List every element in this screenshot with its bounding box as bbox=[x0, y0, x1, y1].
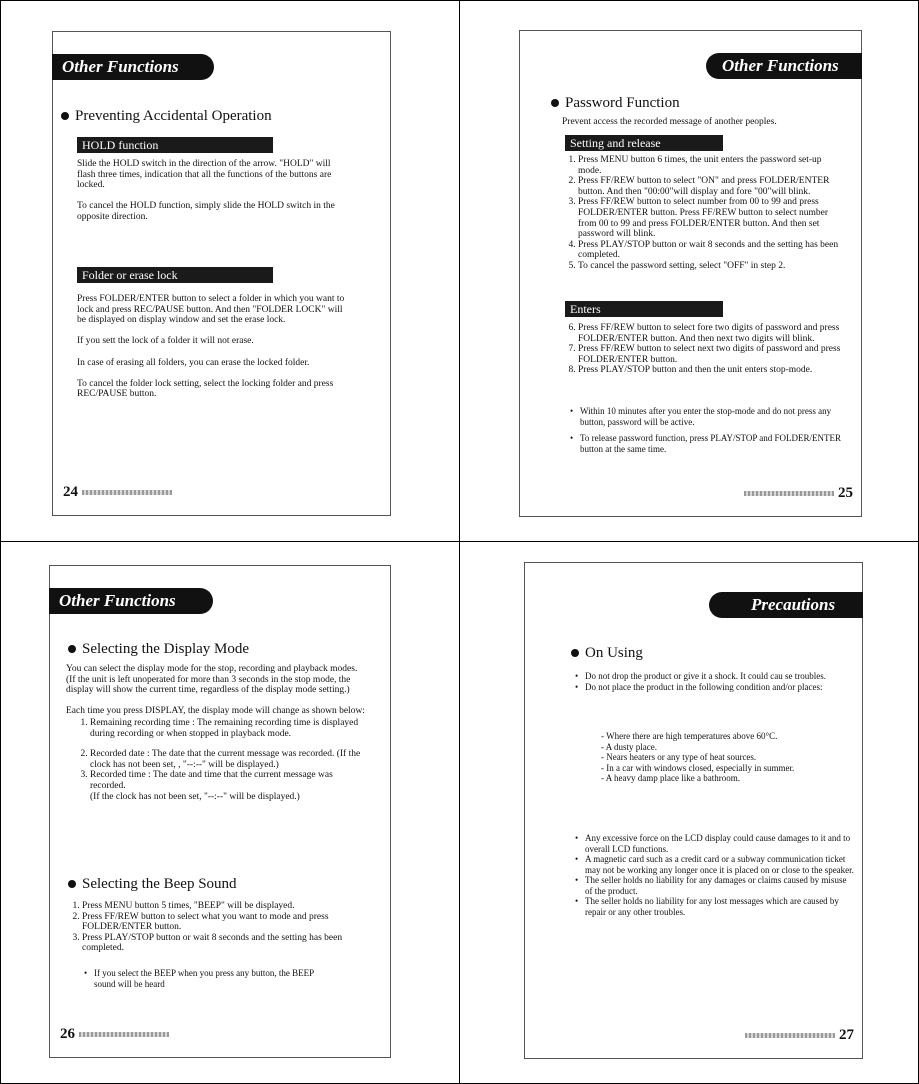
display-mode-text bbox=[66, 664, 366, 802]
page-number-27: 27 bbox=[745, 1027, 854, 1044]
setting-steps bbox=[562, 155, 847, 272]
page-25 bbox=[519, 30, 862, 517]
heading-preventing-accidental-operation: Preventing Accidental Operation bbox=[61, 108, 272, 125]
page-number-24: 24 bbox=[63, 484, 172, 501]
bullet-dot-icon bbox=[571, 649, 579, 657]
beep-steps-list bbox=[66, 901, 361, 954]
quadrant-page-26 bbox=[0, 541, 460, 1084]
condition-3: - Nears heaters or any type of heat sources. bbox=[601, 752, 757, 762]
password-note-2: • To release password function, press PLAY/STOP and FOLDER/ENTER button at the same time. bbox=[574, 433, 849, 455]
bar-setting-release: Setting and release bbox=[565, 135, 723, 151]
bar-folder-erase-lock: Folder or erase lock bbox=[77, 267, 273, 283]
display-mode-2: 2. Recorded date : The date that the current message was recorded. (If the clock has not been set, , "--:--" will be displayed.) bbox=[90, 749, 366, 770]
beep-note-list bbox=[78, 968, 328, 989]
page-27 bbox=[524, 562, 863, 1059]
lock-text bbox=[77, 294, 349, 411]
password-intro: Prevent access the recorded message of another peoples. bbox=[562, 117, 777, 127]
quadrant-page-27 bbox=[459, 541, 919, 1084]
on-using-bullet-1: • Do not drop the product or give it a shock. It could cau se troubles. bbox=[579, 671, 849, 682]
bullet-dot-icon bbox=[61, 112, 69, 120]
bar-hold-function: HOLD function bbox=[77, 137, 273, 153]
page-26 bbox=[49, 565, 391, 1058]
footer-grey-bar bbox=[744, 491, 834, 496]
on-using-list-1 bbox=[569, 671, 849, 692]
enter-step-7: 7. Press FF/REW button to select next two digits of password and press FOLDER/ENTER button. bbox=[578, 344, 847, 365]
footer-grey-bar bbox=[82, 490, 172, 495]
hold-paragraph-2: To cancel the HOLD function, simply slide the HOLD switch in the opposite direction. bbox=[77, 201, 335, 222]
conditions-list bbox=[581, 731, 841, 784]
on-using-text-1 bbox=[569, 671, 849, 692]
quadrant-page-24 bbox=[0, 0, 460, 542]
lock-paragraph-4: To cancel the folder lock setting, select the locking folder and press REC/PAUSE button. bbox=[77, 378, 334, 400]
on-using-bullet-6: • The seller holds no liability for any lost messages which are caused by repair or any other troubles. bbox=[579, 896, 854, 917]
beep-steps bbox=[66, 901, 361, 954]
on-using-bullet-5: • The seller holds no liability for any damages or claims caused by misuse of the product. bbox=[579, 875, 854, 896]
display-mode-3: 3. Recorded time : The date and time that the current message was recorded. (If the clock has not been set, "--:--" will be displayed.) bbox=[90, 770, 366, 802]
hold-text bbox=[77, 159, 349, 233]
password-notes bbox=[564, 406, 849, 460]
display-mode-paragraph-2: Each time you press DISPLAY, the display mode will change as shown below: bbox=[66, 706, 365, 717]
beep-note-item: • If you select the BEEP when you press any button, the BEEP sound will be heard bbox=[88, 968, 328, 989]
page-number-25: 25 bbox=[744, 485, 853, 502]
section-tab: Other Functions bbox=[52, 54, 214, 80]
condition-5: - A heavy damp place like a bathroom. bbox=[601, 773, 740, 783]
condition-2: - A dusty place. bbox=[601, 741, 657, 752]
section-tab: Other Functions bbox=[49, 588, 213, 614]
bullet-dot-icon bbox=[551, 99, 559, 107]
on-using-bullet-3: • Any excessive force on the LCD display could cause damages to it and to overall LCD functions. bbox=[579, 833, 854, 854]
on-using-bullet-4: • A magnetic card such as a credit card or a subway communication ticket may not be working any longer once it is placed on or close to the speaker. bbox=[579, 854, 854, 875]
on-using-list-2 bbox=[569, 833, 854, 917]
bullet-dot-icon bbox=[68, 880, 76, 888]
display-mode-list bbox=[66, 718, 366, 802]
enter-steps bbox=[562, 323, 847, 376]
setting-step-2: 2. Press FF/REW button to select "ON" and press FOLDER/ENTER button. And then "00:00"will display and fore "00"will blink. bbox=[578, 176, 847, 197]
setting-step-4: 4. Press PLAY/STOP button or wait 8 seconds and the setting has been completed. bbox=[578, 240, 847, 261]
enter-steps-list bbox=[562, 323, 847, 376]
display-mode-paragraph-1: You can select the display mode for the stop, recording and playback modes. (If the unit is left unoperated for more than 3 seconds in the stop mode, the display will show the current time, regardless of the display mode setting.) bbox=[66, 664, 358, 696]
setting-step-1: 1. Press MENU button 6 times, the unit enters the password set-up mode. bbox=[578, 155, 847, 176]
beep-step-2: 2. Press FF/REW button to select what you want to mode and press FOLDER/ENTER button. bbox=[82, 912, 361, 933]
heading-selecting-display-mode: Selecting the Display Mode bbox=[68, 641, 249, 658]
setting-step-5: 5. To cancel the password setting, select "OFF" in step 2. bbox=[578, 261, 847, 272]
on-using-text-2 bbox=[569, 833, 854, 917]
hold-paragraph-1: Slide the HOLD switch in the direction of the arrow. "HOLD" will flash three times, indication that all the functions of the buttons are locked. bbox=[77, 159, 332, 191]
password-notes-list bbox=[564, 406, 849, 455]
password-note-1: • Within 10 minutes after you enter the stop-mode and do not press any button, password will be active. bbox=[574, 406, 849, 428]
on-using-bullet-2: • Do not place the product in the following condition and/or places: bbox=[579, 682, 849, 693]
setting-steps-list bbox=[562, 155, 847, 272]
section-tab: Other Functions bbox=[706, 53, 862, 79]
setting-step-3: 3. Press FF/REW button to select number from 00 to 99 and press FOLDER/ENTER button. Press FF/REW button to select number from 00 to 99 and press FOLDER/ENTER button. And then set password will blink. bbox=[578, 197, 847, 239]
heading-on-using: On Using bbox=[571, 645, 643, 662]
section-tab-precautions: Precautions bbox=[709, 592, 863, 618]
beep-step-3: 3. Press PLAY/STOP button or wait 8 seconds and the setting has been completed. bbox=[82, 933, 361, 954]
display-mode-1: 1. Remaining recording time : The remaining recording time is displayed during recording or when stopped in playback mode. bbox=[90, 718, 366, 739]
lock-paragraph-3: In case of erasing all folders, you can erase the locked folder. bbox=[77, 357, 310, 368]
quadrant-page-25 bbox=[459, 0, 919, 542]
enter-step-8: 8. Press PLAY/STOP button and then the unit enters stop-mode. bbox=[578, 365, 847, 376]
beep-step-1: 1. Press MENU button 5 times, "BEEP" will be displayed. bbox=[82, 901, 361, 912]
bar-enters: Enters bbox=[565, 301, 723, 317]
lock-paragraph-2: If you sett the lock of a folder it will not erase. bbox=[77, 336, 254, 347]
footer-grey-bar bbox=[745, 1033, 835, 1038]
page-number-26: 26 bbox=[60, 1026, 169, 1043]
page-24 bbox=[52, 31, 391, 516]
beep-note bbox=[78, 968, 328, 989]
heading-selecting-beep-sound: Selecting the Beep Sound bbox=[68, 876, 237, 893]
conditions-text bbox=[581, 731, 841, 784]
lock-paragraph-1: Press FOLDER/ENTER button to select a folder in which you want to lock and press REC/PAUSE button. And then "FOLDER LOCK" will be displayed on display window and set the erase lock. bbox=[77, 294, 345, 326]
condition-1: - Where there are high temperatures above 60°C. bbox=[601, 731, 778, 741]
bullet-dot-icon bbox=[68, 645, 76, 653]
enter-step-6: 6. Press FF/REW button to select fore two digits of password and press FOLDER/ENTER button. And then next two digits will blink. bbox=[578, 323, 847, 344]
footer-grey-bar bbox=[79, 1032, 169, 1037]
display-mode-3-note: (If the clock has not been set, "--:--" will be displayed.) bbox=[90, 791, 300, 802]
condition-4: - In a car with windows closed, especially in summer. bbox=[601, 762, 795, 773]
heading-password-function: Password Function bbox=[551, 95, 680, 112]
